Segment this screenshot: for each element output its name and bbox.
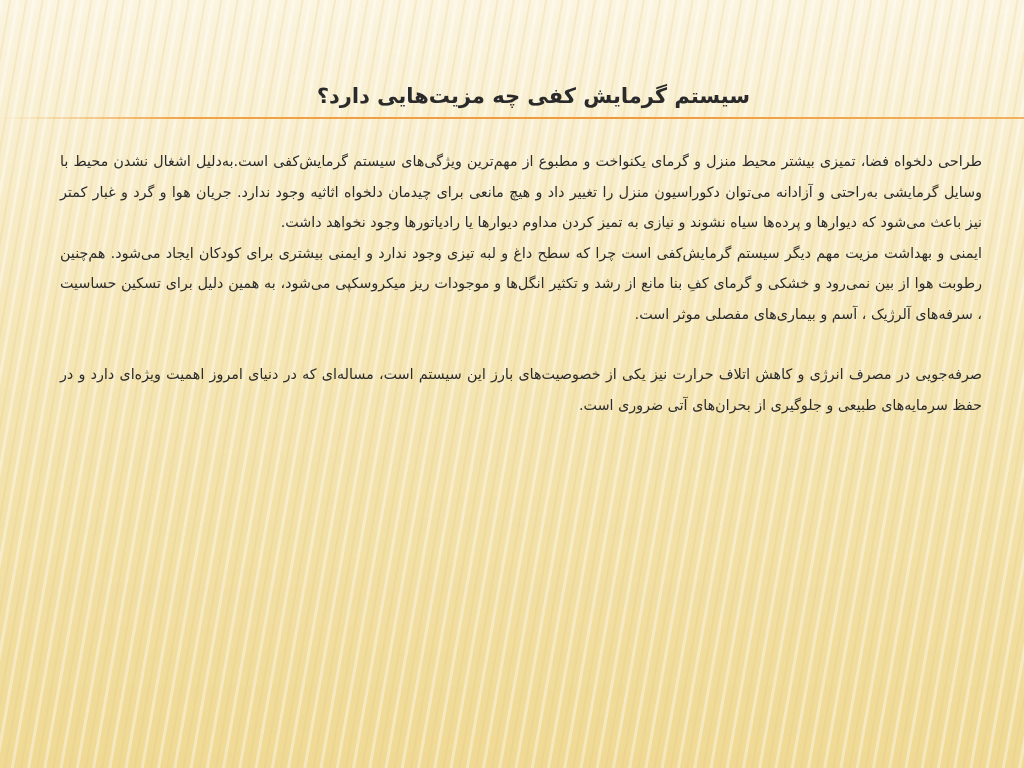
slide-title: سیستم گرمایش کفی چه مزیت‌هایی دارد؟ [316,84,750,108]
paragraph-gap [60,330,982,360]
paragraph-design: طراحی دلخواه فضا، تمیزی بیشتر محیط منزل و گرمای یکنواخت و مطبوع از مهم‌ترین ویژگی‌های سیستم گرمایش‌کفی است.به‌دلیل اشغال نشدن محیط با وسایل گرمایشی به‌راحتی و آزادانه می‌توان دکوراسیون منزل را تغییر داد و هیچ مانعی برای چیدمان دلخواه اثاثیه وجود ندارد. جریان هوا و گرد و غبار کمتر نیز باعث می‌شود که دیوارها و پرده‌ها سیاه نشوند و نیازی به تمیز کردن مداوم دیوارها یا رادیاتورها وجود نخواهد داشت. [60,154,982,231]
paragraph-safety: ایمنی و بهداشت مزیت مهم دیگر سیستم گرمایش‌کفی است چرا که سطح داغ و لبه تیزی وجود ندارد و ایمنی بیشتری برای کودکان ایجاد می‌شود. هم‌چنین رطوبت هوا از بین نمی‌رود و خشکی و گرمای کفِ بنا مانع از رشد و تکثیر انگل‌ها و موجودات ریز میکروسکپی می‌شود، به همین دلیل برای تسکین حساسیت ، سرفه‌های آلرژیک ، آسم و بیماری‌های مفصلی موثر است. [60,245,982,323]
title-divider [0,117,1024,119]
slide-body [60,147,982,421]
paragraph-energy: صرفه‌جویی در مصرف انرژی و کاهش اتلاف حرارت نیز یکی از خصوصیت‌های بارز این سیستم است، مساله‌ای که در دنیای امروز اهمیت ویژه‌ای دارد و در حفظ سرمایه‌های طبیعی و جلوگیری از بحران‌های آتی ضروری است. [60,367,982,414]
